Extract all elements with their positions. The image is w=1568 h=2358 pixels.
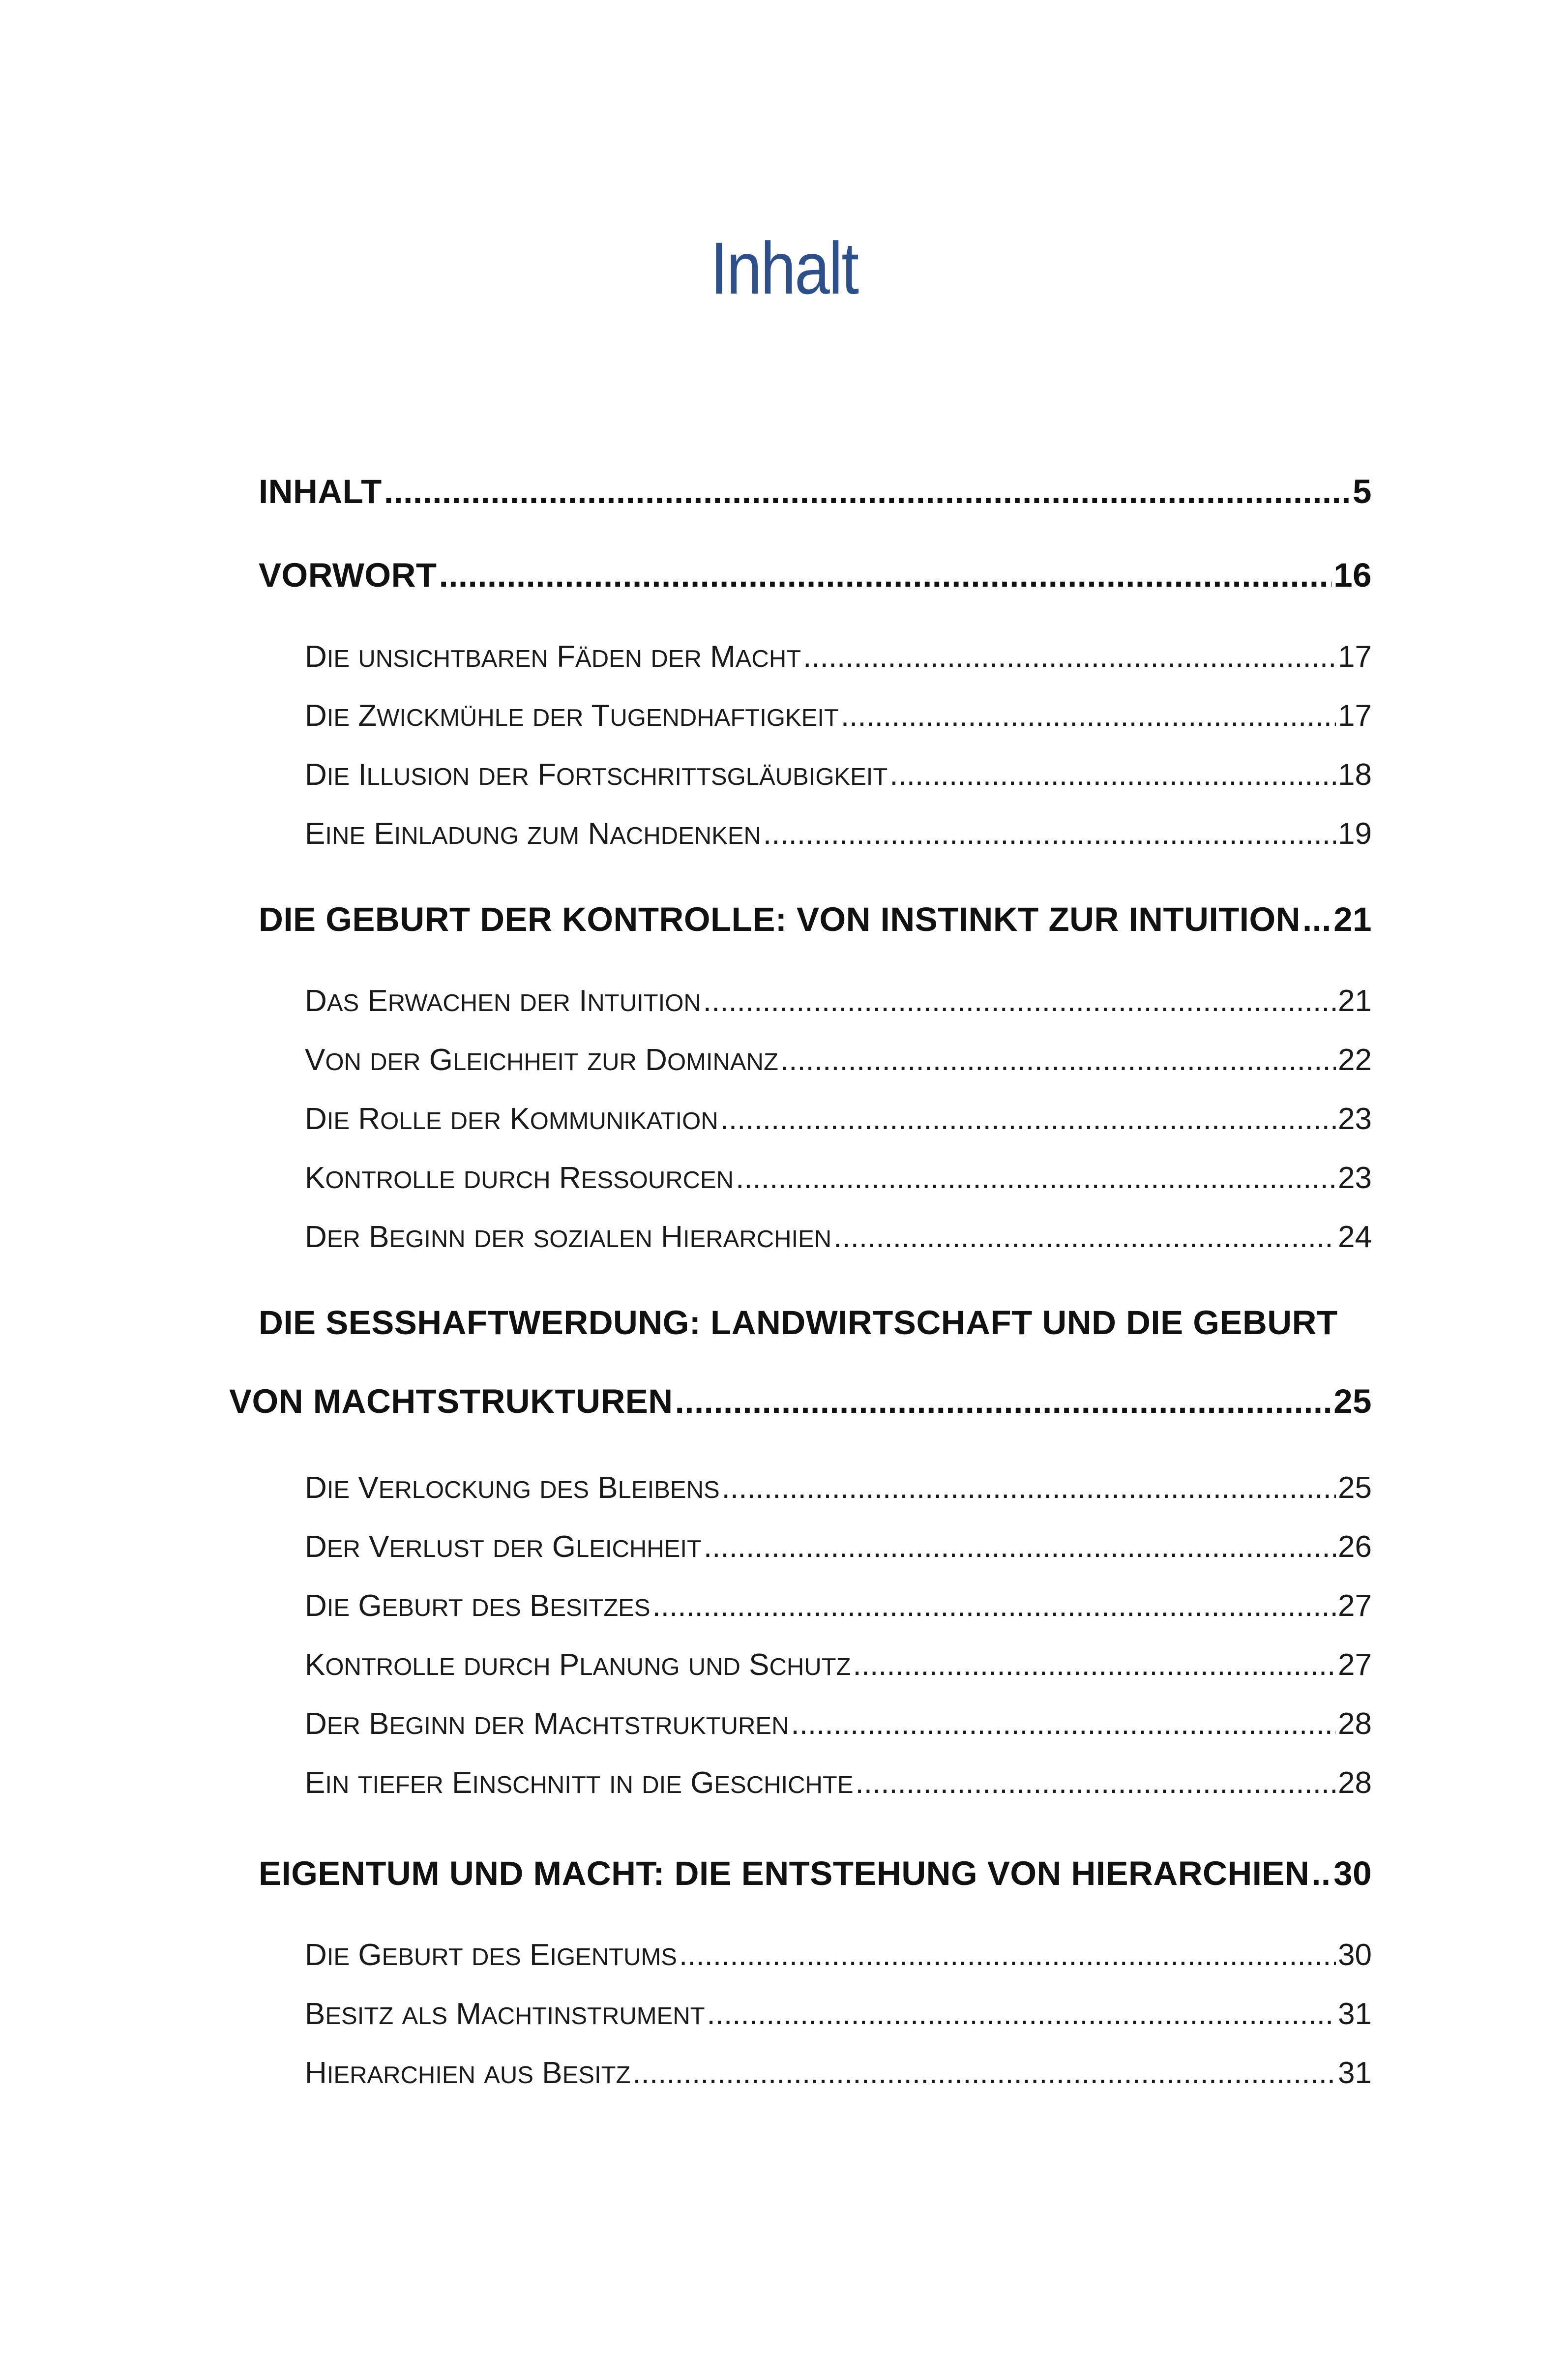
toc-page-number: 27	[1338, 1648, 1372, 1682]
toc-page-number: 22	[1338, 1043, 1372, 1077]
toc-section-title: EIN TIEFER EINSCHNITT IN DIE GESCHICHTE	[305, 1766, 854, 1800]
toc-section-entry[interactable]	[305, 1997, 1372, 2031]
toc-section-entry[interactable]	[305, 1588, 1372, 1623]
toc-leader-dots	[679, 1938, 1336, 1972]
toc-section-title: DIE VERLOCKUNG DES BLEIBENS	[305, 1471, 720, 1505]
toc-leader-dots	[384, 472, 1351, 511]
toc-section-entry[interactable]	[305, 1765, 1372, 1800]
toc-chapter-entry[interactable]	[259, 556, 1372, 595]
toc-page-number: 25	[1333, 1382, 1372, 1420]
toc-section-entry[interactable]	[305, 757, 1372, 792]
toc-leader-dots	[704, 1529, 1336, 1564]
toc-section-title: DIE ZWICKMÜHLE DER TUGENDHAFTIGKEIT	[305, 699, 839, 733]
toc-page-number: 21	[1333, 900, 1372, 938]
toc-section-title: VON DER GLEICHHEIT ZUR DOMINANZ	[305, 1043, 778, 1077]
toc-chapter-title: DIE GEBURT DER KONTROLLE: VON INSTINKT ZUR INTUITION	[259, 900, 1301, 938]
toc-section-title: EINE EINLADUNG ZUM NACHDENKEN	[305, 817, 761, 851]
toc-section-title: DER BEGINN DER SOZIALEN HIERARCHIEN	[305, 1220, 832, 1254]
toc-chapter-title: EIGENTUM UND MACHT: DIE ENTSTEHUNG VON HIERARCHIEN	[259, 1854, 1310, 1892]
toc-section-entry[interactable]	[305, 1043, 1372, 1077]
toc-chapter-entry[interactable]	[259, 900, 1372, 939]
toc-section-title: DAS ERWACHEN DER INTUITION	[305, 984, 701, 1018]
toc-chapter-title: INHALT	[259, 473, 382, 510]
toc-leader-dots	[856, 1765, 1336, 1800]
toc-section-title: DER BEGINN DER MACHTSTRUKTUREN	[305, 1707, 789, 1741]
toc-leader-dots	[722, 1470, 1336, 1505]
toc-leader-dots	[675, 1382, 1332, 1421]
toc-section-entry[interactable]	[305, 1102, 1372, 1136]
toc-leader-dots	[720, 1102, 1336, 1136]
toc-chapter-entry[interactable]	[229, 1382, 1372, 1421]
toc-section-title: KONTROLLE DURCH PLANUNG UND SCHUTZ	[305, 1648, 851, 1682]
toc-page-number: 31	[1338, 1997, 1372, 2031]
toc-section-entry[interactable]	[305, 1220, 1372, 1254]
toc-section-entry[interactable]	[305, 639, 1372, 674]
toc-section-title: DIE ILLUSION DER FORTSCHRITTSGLÄUBIGKEIT	[305, 758, 888, 792]
toc-page-number: 16	[1333, 556, 1372, 594]
toc-page-number: 30	[1338, 1938, 1372, 1972]
toc-leader-dots	[707, 1997, 1336, 2031]
toc-section-entry[interactable]	[305, 1529, 1372, 1564]
toc-page-number: 31	[1338, 2056, 1372, 2090]
toc-section-entry[interactable]	[305, 1470, 1372, 1505]
toc-page-number: 28	[1338, 1707, 1372, 1741]
toc-page-number: 28	[1338, 1766, 1372, 1800]
toc-section-title: DIE GEBURT DES EIGENTUMS	[305, 1938, 677, 1972]
toc-page-number: 27	[1338, 1589, 1372, 1623]
toc-leader-dots	[763, 816, 1336, 851]
toc-page-number: 17	[1338, 640, 1372, 674]
toc-page-number: 24	[1338, 1220, 1372, 1254]
toc-page-number: 17	[1338, 699, 1372, 733]
toc-chapter-entry[interactable]	[259, 1854, 1372, 1893]
toc-leader-dots	[833, 1220, 1336, 1254]
toc-section-entry[interactable]	[305, 1161, 1372, 1195]
toc-leader-dots	[632, 2056, 1336, 2090]
toc-section-title: HIERARCHIEN AUS BESITZ	[305, 2056, 631, 2090]
toc-page-number: 26	[1338, 1530, 1372, 1564]
toc-section-entry[interactable]	[305, 1938, 1372, 1972]
toc-page-number: 23	[1338, 1102, 1372, 1136]
toc-section-title: BESITZ ALS MACHTINSTRUMENT	[305, 1997, 705, 2031]
toc-leader-dots	[841, 698, 1336, 733]
toc-section-title: DIE GEBURT DES BESITZES	[305, 1589, 651, 1623]
toc-section-title: DER VERLUST DER GLEICHHEIT	[305, 1530, 702, 1564]
toc-leader-dots	[853, 1647, 1336, 1682]
toc-page-number: 23	[1338, 1161, 1372, 1195]
toc-leader-dots	[439, 556, 1332, 595]
toc-leader-dots	[780, 1043, 1336, 1077]
toc-page-number: 5	[1353, 473, 1372, 510]
toc-page-number: 18	[1338, 758, 1372, 792]
toc-page-number: 21	[1338, 984, 1372, 1018]
toc-section-title: KONTROLLE DURCH RESSOURCEN	[305, 1161, 734, 1195]
toc-chapter-title: VON MACHTSTRUKTUREN	[229, 1382, 673, 1420]
toc-section-entry[interactable]	[305, 984, 1372, 1018]
toc-leader-dots	[1302, 900, 1331, 939]
toc-page-number: 19	[1338, 817, 1372, 851]
toc-leader-dots	[736, 1161, 1336, 1195]
toc-leader-dots	[803, 639, 1336, 674]
toc-leader-dots	[652, 1588, 1336, 1623]
toc-chapter-title-line1: DIE SESSHAFTWERDUNG: LANDWIRTSCHAFT UND DIE GEBURT	[259, 1304, 1338, 1342]
toc-page-number: 25	[1338, 1471, 1372, 1505]
toc-section-title: DIE ROLLE DER KOMMUNIKATION	[305, 1102, 718, 1136]
toc-chapter-entry[interactable]	[259, 472, 1372, 511]
toc-section-title: DIE UNSICHTBAREN FÄDEN DER MACHT	[305, 640, 801, 674]
toc-page-number: 30	[1333, 1854, 1372, 1892]
toc-section-entry[interactable]	[305, 1706, 1372, 1741]
page-title: Inhalt	[710, 227, 858, 309]
toc-leader-dots	[1311, 1854, 1331, 1893]
toc-chapter-title: VORWORT	[259, 556, 437, 594]
toc-section-entry[interactable]	[305, 816, 1372, 851]
toc-leader-dots	[791, 1706, 1336, 1741]
toc-leader-dots	[703, 984, 1336, 1018]
toc-section-entry[interactable]	[305, 698, 1372, 733]
toc-leader-dots	[889, 757, 1336, 792]
toc-section-entry[interactable]	[305, 2056, 1372, 2090]
toc-section-entry[interactable]	[305, 1647, 1372, 1682]
